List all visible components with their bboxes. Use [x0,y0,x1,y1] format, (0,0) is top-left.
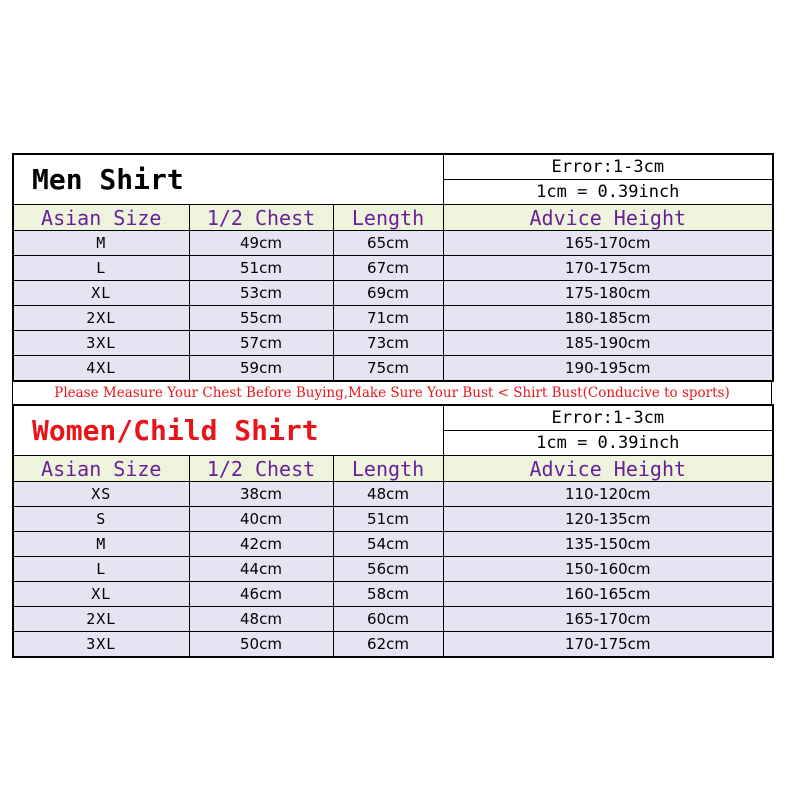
men-title-text: Men Shirt [32,163,184,196]
men-table-title [13,154,443,205]
column-header-advice-height: Advice Height [443,456,773,482]
women-error-note: Error:1-3cm [443,405,773,431]
length-cell: 60cm [333,607,443,632]
height-cell: 170-175cm [443,256,773,281]
height-cell: 185-190cm [443,331,773,356]
height-cell: 150-160cm [443,557,773,582]
column-header-advice-height: Advice Height [443,205,773,231]
men-error-note: Error:1-3cm [443,154,773,180]
women-child-size-table [12,404,774,658]
size-cell: XS [13,482,189,507]
height-cell: 110-120cm [443,482,773,507]
chest-cell: 38cm [189,482,333,507]
length-cell: 75cm [333,356,443,382]
table-row [13,231,773,256]
size-cell: L [13,256,189,281]
size-cell: 4XL [13,356,189,382]
chest-cell: 48cm [189,607,333,632]
measurement-notice: Please Measure Your Chest Before Buying,Make Sure Your Bust < Shirt Bust(Conducive to sports) [12,382,772,404]
length-cell: 48cm [333,482,443,507]
table-row [13,607,773,632]
column-header-length: Length [333,205,443,231]
table-row [13,306,773,331]
table-row [13,532,773,557]
table-row [13,507,773,532]
chest-cell: 51cm [189,256,333,281]
table-row [13,632,773,658]
height-cell: 170-175cm [443,632,773,658]
height-cell: 175-180cm [443,281,773,306]
size-cell: S [13,507,189,532]
size-cell: 3XL [13,632,189,658]
length-cell: 54cm [333,532,443,557]
length-cell: 73cm [333,331,443,356]
chest-cell: 49cm [189,231,333,256]
size-chart [12,153,772,658]
chest-cell: 55cm [189,306,333,331]
height-cell: 135-150cm [443,532,773,557]
table-row [13,482,773,507]
chest-cell: 59cm [189,356,333,382]
size-cell: XL [13,582,189,607]
men-header-row [13,205,773,231]
size-cell: XL [13,281,189,306]
women-header-row [13,456,773,482]
table-row [13,582,773,607]
height-cell: 180-185cm [443,306,773,331]
size-cell: 2XL [13,607,189,632]
column-header-half-chest: 1/2 Chest [189,205,333,231]
size-cell: M [13,231,189,256]
women-conversion-note: 1cm = 0.39inch [443,431,773,456]
table-row [13,557,773,582]
column-header-half-chest: 1/2 Chest [189,456,333,482]
women-table-title [13,405,443,456]
size-cell: L [13,557,189,582]
men-conversion-note: 1cm = 0.39inch [443,180,773,205]
length-cell: 56cm [333,557,443,582]
column-header-length: Length [333,456,443,482]
height-cell: 165-170cm [443,607,773,632]
length-cell: 67cm [333,256,443,281]
chest-cell: 40cm [189,507,333,532]
chest-cell: 44cm [189,557,333,582]
height-cell: 190-195cm [443,356,773,382]
chest-cell: 46cm [189,582,333,607]
chest-cell: 42cm [189,532,333,557]
table-row [13,281,773,306]
table-row [13,256,773,281]
length-cell: 62cm [333,632,443,658]
height-cell: 165-170cm [443,231,773,256]
chest-cell: 57cm [189,331,333,356]
length-cell: 69cm [333,281,443,306]
column-header-asian-size: Asian Size [13,205,189,231]
table-row [13,356,773,382]
size-cell: 3XL [13,331,189,356]
table-row [13,331,773,356]
height-cell: 120-135cm [443,507,773,532]
women-title-text: Women/Child Shirt [32,414,319,447]
length-cell: 51cm [333,507,443,532]
length-cell: 65cm [333,231,443,256]
size-cell: 2XL [13,306,189,331]
height-cell: 160-165cm [443,582,773,607]
men-size-table [12,153,774,382]
chest-cell: 53cm [189,281,333,306]
size-cell: M [13,532,189,557]
column-header-asian-size: Asian Size [13,456,189,482]
length-cell: 71cm [333,306,443,331]
chest-cell: 50cm [189,632,333,658]
length-cell: 58cm [333,582,443,607]
